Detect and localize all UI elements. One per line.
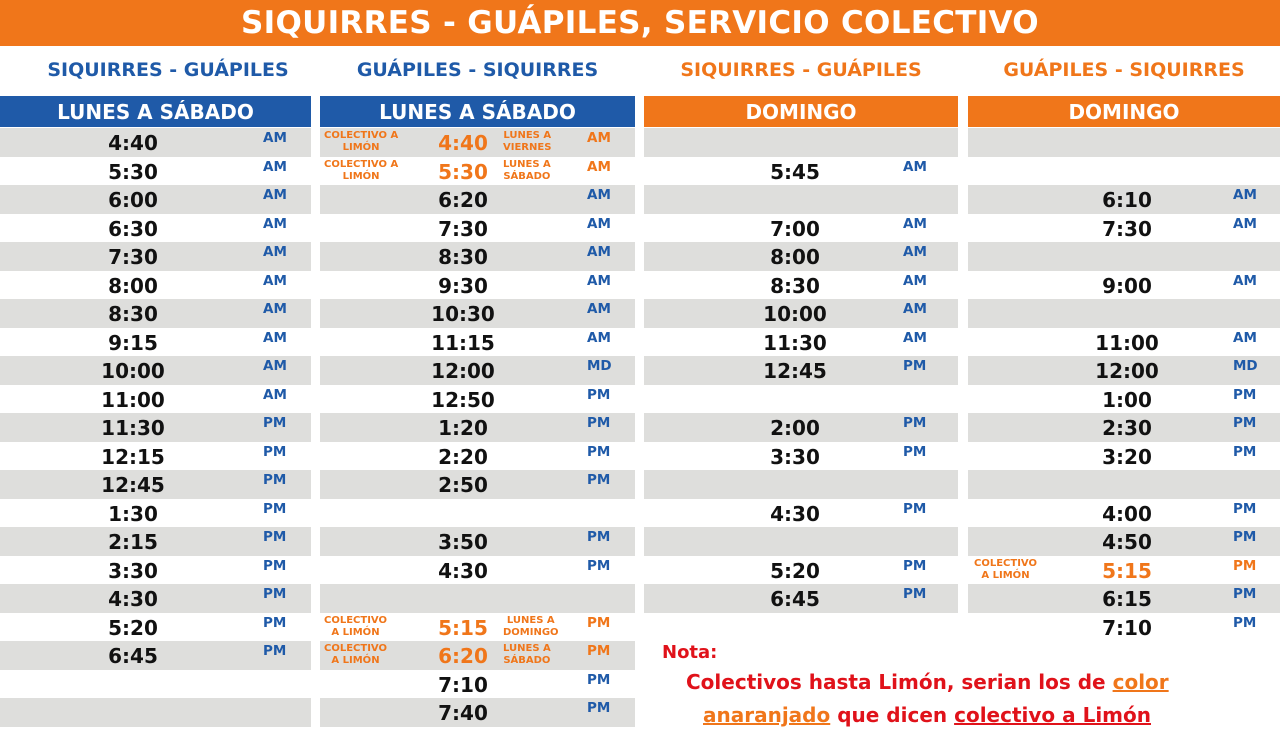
- departure-time: 11:00: [101, 387, 165, 412]
- time-period: PM: [263, 500, 287, 517]
- table-row: [320, 556, 635, 585]
- time-period: AM: [263, 358, 287, 374]
- time-period: PM: [1233, 529, 1257, 545]
- table-row: [0, 271, 311, 300]
- note-highlight: anaranjado: [703, 703, 831, 727]
- table-row: [968, 556, 1280, 585]
- departure-time: 6:45: [108, 644, 158, 668]
- time-period: AM: [587, 244, 611, 260]
- departure-time: 11:30: [763, 330, 827, 355]
- time-period: AM: [1233, 187, 1257, 203]
- table-row: [968, 214, 1280, 243]
- departure-time: 7:00: [770, 216, 820, 241]
- time-period: PM: [1233, 415, 1257, 431]
- departure-time: 5:30: [108, 159, 158, 184]
- time-period: PM: [903, 358, 927, 374]
- departure-time: 11:15: [431, 330, 495, 355]
- table-row: [968, 299, 1280, 328]
- table-row: [320, 641, 635, 670]
- table-row: [968, 157, 1280, 186]
- time-period: AM: [263, 187, 287, 203]
- table-row: [320, 128, 635, 157]
- time-period: AM: [587, 301, 611, 317]
- table-row: [644, 242, 958, 271]
- departure-time: 3:50: [438, 530, 488, 554]
- table-row: [0, 527, 311, 556]
- time-period: PM: [587, 557, 611, 574]
- route-note: COLECTIVO A LIMÓN: [324, 643, 387, 666]
- departure-time: 5:15: [1102, 558, 1152, 583]
- table-row: [320, 328, 635, 357]
- table-row: [0, 613, 311, 642]
- time-period: AM: [263, 215, 287, 232]
- time-period: PM: [903, 557, 927, 574]
- days-header-1: LUNES A SÁBADO: [0, 96, 311, 127]
- departure-time: 2:30: [1102, 416, 1152, 440]
- table-row: [0, 328, 311, 357]
- table-row: [0, 442, 311, 471]
- time-period: AM: [903, 329, 927, 346]
- table-row: [644, 470, 958, 499]
- departure-time: 3:20: [1102, 444, 1152, 469]
- departure-time: 3:30: [108, 558, 158, 583]
- route-heading-2: GUÁPILES - SIQUIRRES: [356, 59, 599, 81]
- note-title: Nota:: [662, 642, 718, 663]
- table-row: [644, 385, 958, 414]
- time-period: PM: [903, 500, 927, 517]
- table-row: [320, 584, 635, 613]
- table-row: [0, 499, 311, 528]
- departure-time: 6:20: [438, 644, 488, 668]
- time-period: PM: [263, 472, 287, 488]
- table-row: [968, 356, 1280, 385]
- table-row: [644, 527, 958, 556]
- time-period: PM: [1233, 614, 1257, 631]
- departure-time: 12:00: [431, 359, 495, 383]
- departure-time: 8:30: [438, 245, 488, 269]
- departure-time: 7:30: [438, 216, 488, 241]
- table-row: [0, 242, 311, 271]
- schedule-table-3: [644, 128, 958, 641]
- table-row: [320, 670, 635, 699]
- time-period: PM: [903, 586, 927, 602]
- note-highlight: color: [1112, 670, 1169, 694]
- time-period: AM: [903, 244, 927, 260]
- time-period: PM: [587, 415, 611, 431]
- days-header-2: LUNES A SÁBADO: [320, 96, 635, 127]
- departure-time: 12:45: [763, 359, 827, 383]
- table-row: [644, 299, 958, 328]
- time-period: PM: [1233, 586, 1257, 602]
- time-period: AM: [903, 272, 927, 289]
- time-period: AM: [1233, 329, 1257, 346]
- departure-time: 8:30: [108, 302, 158, 326]
- note-text: que dicen: [830, 703, 955, 727]
- departure-time: 4:30: [438, 558, 488, 583]
- days-header-3: DOMINGO: [644, 96, 958, 127]
- time-period: PM: [587, 671, 611, 688]
- time-period: AM: [263, 130, 287, 146]
- time-period: PM: [903, 415, 927, 431]
- table-row: [320, 242, 635, 271]
- table-row: [0, 698, 311, 727]
- time-period: PM: [1233, 443, 1257, 460]
- table-row: [0, 641, 311, 670]
- schedule-table-1: [0, 128, 311, 727]
- departure-time: 6:10: [1102, 188, 1152, 212]
- days-note: LUNES A SÁBADO: [503, 643, 551, 666]
- departure-time: 7:10: [1102, 615, 1152, 640]
- table-row: [0, 584, 311, 613]
- note-text: Colectivos hasta Limón, serian los de: [686, 670, 1113, 694]
- table-row: [644, 584, 958, 613]
- table-row: [968, 442, 1280, 471]
- departure-time: 10:00: [763, 302, 827, 326]
- time-period: AM: [587, 329, 611, 346]
- departure-time: 6:45: [770, 587, 820, 611]
- departure-time: 8:30: [770, 273, 820, 298]
- table-row: [320, 698, 635, 727]
- table-row: [320, 527, 635, 556]
- time-period: AM: [587, 272, 611, 289]
- time-period: AM: [1233, 215, 1257, 232]
- time-period: AM: [903, 158, 927, 175]
- departure-time: 2:15: [108, 530, 158, 554]
- departure-time: 6:15: [1102, 587, 1152, 611]
- time-period: AM: [587, 158, 611, 175]
- table-row: [0, 128, 311, 157]
- departure-time: 10:00: [101, 359, 165, 383]
- time-period: PM: [263, 557, 287, 574]
- departure-time: 12:00: [1095, 359, 1159, 383]
- time-period: AM: [1233, 272, 1257, 289]
- table-row: [320, 157, 635, 186]
- table-row: [968, 499, 1280, 528]
- table-row: [320, 356, 635, 385]
- time-period: MD: [587, 358, 612, 374]
- time-period: PM: [263, 443, 287, 460]
- departure-time: 4:30: [770, 501, 820, 526]
- table-row: [0, 214, 311, 243]
- table-row: [0, 470, 311, 499]
- departure-time: 5:15: [438, 615, 488, 640]
- departure-time: 7:40: [438, 701, 488, 725]
- table-row: [320, 385, 635, 414]
- departure-time: 12:45: [101, 473, 165, 497]
- departure-time: 6:20: [438, 188, 488, 212]
- table-row: [968, 271, 1280, 300]
- table-row: [644, 499, 958, 528]
- time-period: AM: [587, 130, 611, 146]
- time-period: PM: [263, 529, 287, 545]
- time-period: PM: [263, 643, 287, 659]
- route-note: COLECTIVO A LIMÓN: [324, 614, 387, 638]
- time-period: AM: [263, 158, 287, 175]
- time-period: PM: [587, 472, 611, 488]
- time-period: MD: [1233, 358, 1258, 374]
- departure-time: 11:30: [101, 416, 165, 440]
- departure-time: 4:00: [1102, 501, 1152, 526]
- departure-time: 9:30: [438, 273, 488, 298]
- table-row: [968, 527, 1280, 556]
- table-row: [644, 613, 958, 642]
- time-period: PM: [1233, 500, 1257, 517]
- departure-time: 7:30: [1102, 216, 1152, 241]
- route-note: COLECTIVO A LIMÓN: [324, 158, 399, 182]
- table-row: [644, 556, 958, 585]
- time-period: PM: [587, 643, 611, 659]
- table-row: [644, 128, 958, 157]
- table-row: [0, 385, 311, 414]
- table-row: [968, 470, 1280, 499]
- table-row: [968, 242, 1280, 271]
- table-row: [0, 299, 311, 328]
- time-period: PM: [1233, 557, 1257, 574]
- route-heading-4: GUÁPILES - SIQUIRRES: [1003, 59, 1245, 81]
- table-row: [320, 613, 635, 642]
- table-row: [968, 584, 1280, 613]
- time-period: PM: [263, 415, 287, 431]
- time-period: AM: [263, 301, 287, 317]
- departure-time: 7:10: [438, 672, 488, 697]
- table-row: [968, 413, 1280, 442]
- departure-time: 9:15: [108, 330, 158, 355]
- departure-time: 12:50: [431, 387, 495, 412]
- table-row: [644, 157, 958, 186]
- table-row: [320, 499, 635, 528]
- time-period: AM: [263, 329, 287, 346]
- table-row: [968, 613, 1280, 642]
- table-row: [0, 556, 311, 585]
- time-period: AM: [263, 386, 287, 403]
- table-row: [0, 413, 311, 442]
- note-line-1: [686, 670, 1169, 694]
- time-period: PM: [263, 586, 287, 602]
- table-row: [320, 470, 635, 499]
- table-row: [0, 356, 311, 385]
- departure-time: 2:00: [770, 416, 820, 440]
- days-note: LUNES A DOMINGO: [503, 614, 559, 638]
- departure-time: 4:40: [108, 131, 158, 155]
- departure-time: 2:20: [438, 444, 488, 469]
- departure-time: 5:20: [770, 558, 820, 583]
- departure-time: 6:00: [108, 188, 158, 212]
- table-row: [0, 670, 311, 699]
- time-period: PM: [1233, 386, 1257, 403]
- departure-time: 10:30: [431, 302, 495, 326]
- route-note: COLECTIVO A LIMÓN: [324, 130, 399, 153]
- departure-time: 7:30: [108, 245, 158, 269]
- departure-time: 1:30: [108, 501, 158, 526]
- table-row: [320, 413, 635, 442]
- departure-time: 4:50: [1102, 530, 1152, 554]
- table-row: [644, 271, 958, 300]
- time-period: AM: [903, 215, 927, 232]
- time-period: PM: [587, 386, 611, 403]
- table-row: [644, 328, 958, 357]
- table-row: [320, 271, 635, 300]
- page-title: SIQUIRRES - GUÁPILES, SERVICIO COLECTIVO: [0, 0, 1280, 46]
- time-period: PM: [263, 614, 287, 631]
- departure-time: 5:45: [770, 159, 820, 184]
- departure-time: 1:20: [438, 416, 488, 440]
- table-row: [644, 214, 958, 243]
- table-row: [644, 356, 958, 385]
- departure-time: 8:00: [108, 273, 158, 298]
- departure-time: 3:30: [770, 444, 820, 469]
- table-row: [0, 157, 311, 186]
- table-row: [644, 185, 958, 214]
- table-row: [968, 385, 1280, 414]
- schedule-table-4: [968, 128, 1280, 641]
- table-row: [968, 328, 1280, 357]
- time-period: PM: [587, 700, 611, 716]
- table-row: [320, 442, 635, 471]
- time-period: AM: [263, 272, 287, 289]
- time-period: PM: [587, 614, 611, 631]
- note-line-2: [703, 703, 1151, 727]
- departure-time: 2:50: [438, 473, 488, 497]
- time-period: PM: [587, 443, 611, 460]
- time-period: AM: [587, 215, 611, 232]
- table-row: [644, 442, 958, 471]
- departure-time: 4:40: [438, 131, 488, 155]
- table-row: [968, 185, 1280, 214]
- route-note: COLECTIVO A LIMÓN: [974, 557, 1037, 581]
- time-period: AM: [903, 301, 927, 317]
- table-row: [320, 214, 635, 243]
- time-period: AM: [587, 187, 611, 203]
- table-row: [320, 185, 635, 214]
- table-row: [968, 128, 1280, 157]
- time-period: PM: [587, 529, 611, 545]
- table-row: [320, 299, 635, 328]
- time-period: PM: [903, 443, 927, 460]
- route-heading-3: SIQUIRRES - GUÁPILES: [680, 59, 922, 81]
- departure-time: 8:00: [770, 245, 820, 269]
- days-note: LUNES A SÁBADO: [503, 158, 551, 182]
- days-note: LUNES A VIERNES: [503, 130, 552, 153]
- departure-time: 12:15: [101, 444, 165, 469]
- note-highlight-red: colectivo a Limón: [954, 703, 1151, 727]
- departure-time: 1:00: [1102, 387, 1152, 412]
- schedule-table-2: [320, 128, 635, 727]
- departure-time: 4:30: [108, 587, 158, 611]
- time-period: AM: [263, 244, 287, 260]
- departure-time: 9:00: [1102, 273, 1152, 298]
- table-row: [644, 413, 958, 442]
- departure-time: 5:30: [438, 159, 488, 184]
- route-heading-1: SIQUIRRES - GUÁPILES: [47, 59, 289, 81]
- table-row: [0, 185, 311, 214]
- departure-time: 6:30: [108, 216, 158, 241]
- departure-time: 11:00: [1095, 330, 1159, 355]
- departure-time: 5:20: [108, 615, 158, 640]
- days-header-4: DOMINGO: [968, 96, 1280, 127]
